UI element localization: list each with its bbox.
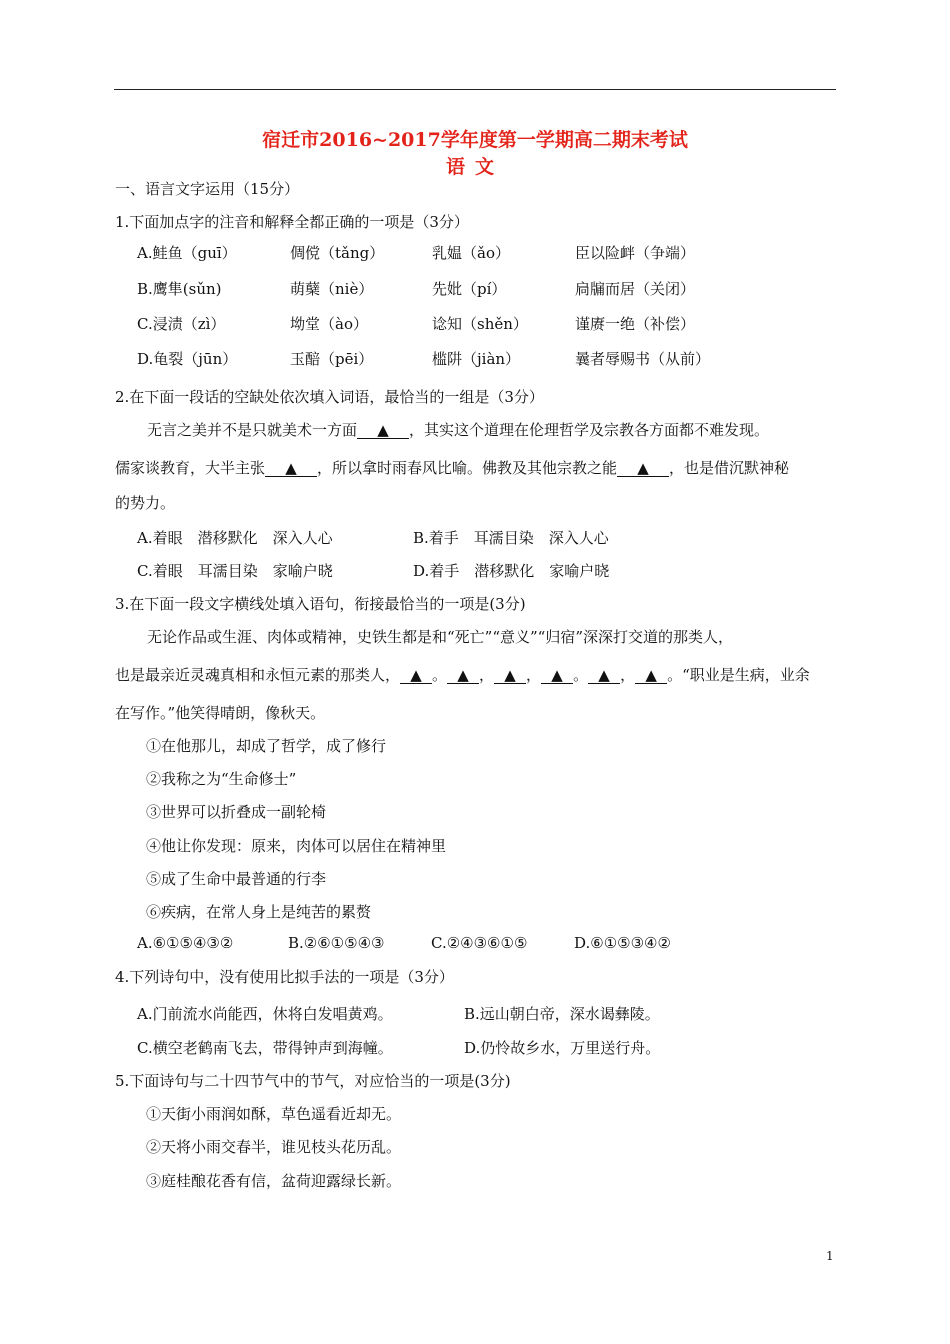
q3-blank-1: ▲ [400,667,432,684]
q1-c-4: 谨赓一绝（补偿） [575,315,696,333]
q1-a-1: A.鲑鱼（guī） [137,244,237,262]
q1-d-3: 槛阱（jiàn） [432,350,521,368]
q3-passage-line1: 无论作品或生涯、肉体或精神，史铁生都是和“死亡”“意义”“归宿”深深打交道的那类人， [147,628,734,646]
q3-item-5: ⑤成了生命中最普通的行李 [146,870,327,888]
q3-item-1: ①在他那儿，却成了哲学，成了修行 [146,737,387,755]
q3-blank-3: ▲ [494,667,526,684]
q2-option-a: A.着眼 潜移默化 深入人心 [137,529,333,547]
q2-passage-line1: 无言之美并不是只就美术一方面 ▲ ，其实这个道理在伦理哲学及宗教各方面都不难发现。 [147,421,770,439]
q1-stem: 1.下面加点字的注音和解释全都正确的一项是（3分） [115,213,469,231]
q3-blank-2: ▲ [447,667,479,684]
q4-option-c: C.横空老鹤南飞去，带得钟声到海幢。 [137,1039,393,1057]
q1-a-2: 倜傥（tǎng） [290,244,385,262]
q1-a-3: 乳媪（ǎo） [432,244,510,262]
q3-passage-line2: 也是最亲近灵魂真相和永恒元素的那类人， ▲ 。 ▲ ， ▲ ， ▲ 。 ▲ ， ▲ 。“职业是生病，业余 [115,666,810,684]
page-number: 1 [826,1249,834,1263]
q1-a-4: 臣以险衅（争端） [575,244,696,262]
q3-option-d: D.⑥①⑤③④② [574,934,671,952]
subject-title: 语文 [445,156,504,178]
q1-d-1: D.龟裂（jūn） [137,350,238,368]
q3-item-4: ④他让你发现：原来，肉体可以居住在精神里 [146,837,447,855]
q4-option-b: B.远山朝白帝，深水谒彝陵。 [464,1005,660,1023]
q2-blank-2: ▲ [265,460,317,477]
q2-blank-1: ▲ [357,422,409,439]
header-rule [114,89,836,90]
q4-option-d: D.仍怜故乡水，万里送行舟。 [464,1039,661,1057]
q1-b-1: B.鹰隼(sǔn) [137,280,222,298]
q1-d-2: 玉醅（pēi） [290,350,374,368]
q2-blank-3: ▲ [617,460,669,477]
q1-d-4: 曩者辱赐书（从前） [575,350,711,368]
q2-option-c: C.着眼 耳濡目染 家喻户晓 [137,562,333,580]
q3-option-c: C.②④③⑥①⑤ [431,934,528,952]
exam-title: 宿迁市2016~2017学年度第一学期高二期末考试 [262,129,688,151]
q4-stem: 4.下列诗句中，没有使用比拟手法的一项是（3分） [115,968,454,986]
q3-blank-4: ▲ [541,667,573,684]
q1-c-2: 坳堂（ào） [290,315,368,333]
q3-option-a: A.⑥①⑤④③② [137,934,234,952]
q5-stem: 5.下面诗句与二十四节气中的节气，对应恰当的一项是(3分) [115,1072,511,1090]
q3-item-3: ③世界可以折叠成一副轮椅 [146,803,327,821]
q3-item-6: ⑥疾病，在常人身上是纯苦的累赘 [146,903,372,921]
q2-option-d: D.着手 潜移默化 家喻户晓 [413,562,610,580]
q3-blank-6: ▲ [635,667,667,684]
q2-passage-line3: 的势力。 [115,494,176,512]
q3-stem: 3.在下面一段文字横线处填入语句，衔接最恰当的一项是(3分) [115,595,526,613]
q2-stem: 2.在下面一段话的空缺处依次填入词语，最恰当的一组是（3分） [115,388,544,406]
q1-c-1: C.浸渍（zì） [137,315,226,333]
section-heading: 一、语言文字运用（15分） [115,180,300,198]
q3-blank-5: ▲ [588,667,620,684]
q2-passage-line2: 儒家谈教育，大半主张 ▲ ，所以拿时雨春风比喻。佛教及其他宗教之能 ▲ ，也是借沉默神秘 [115,459,790,477]
q5-item-3: ③庭桂酿花香有信，盆荷迎露绿长新。 [146,1172,402,1190]
q5-item-2: ②天将小雨交春半，谁见枝头花历乱。 [146,1138,402,1156]
q4-option-a: A.门前流水尚能西，休将白发唱黄鸡。 [137,1005,393,1023]
q3-item-2: ②我称之为“生命修士” [146,770,297,788]
q5-item-1: ①天街小雨润如酥，草色遥看近却无。 [146,1105,402,1123]
q3-option-b: B.②⑥①⑤④③ [288,934,385,952]
q2-option-b: B.着手 耳濡目染 深入人心 [413,529,609,547]
q1-b-2: 萌蘖（niè） [290,280,374,298]
q1-b-3: 先妣（pí） [432,280,507,298]
q1-c-3: 谂知（shěn） [432,315,528,333]
q3-passage-line3: 在写作。”他笑得晴朗，像秋天。 [115,704,326,722]
q1-b-4: 扃牖而居（关闭） [575,280,696,298]
